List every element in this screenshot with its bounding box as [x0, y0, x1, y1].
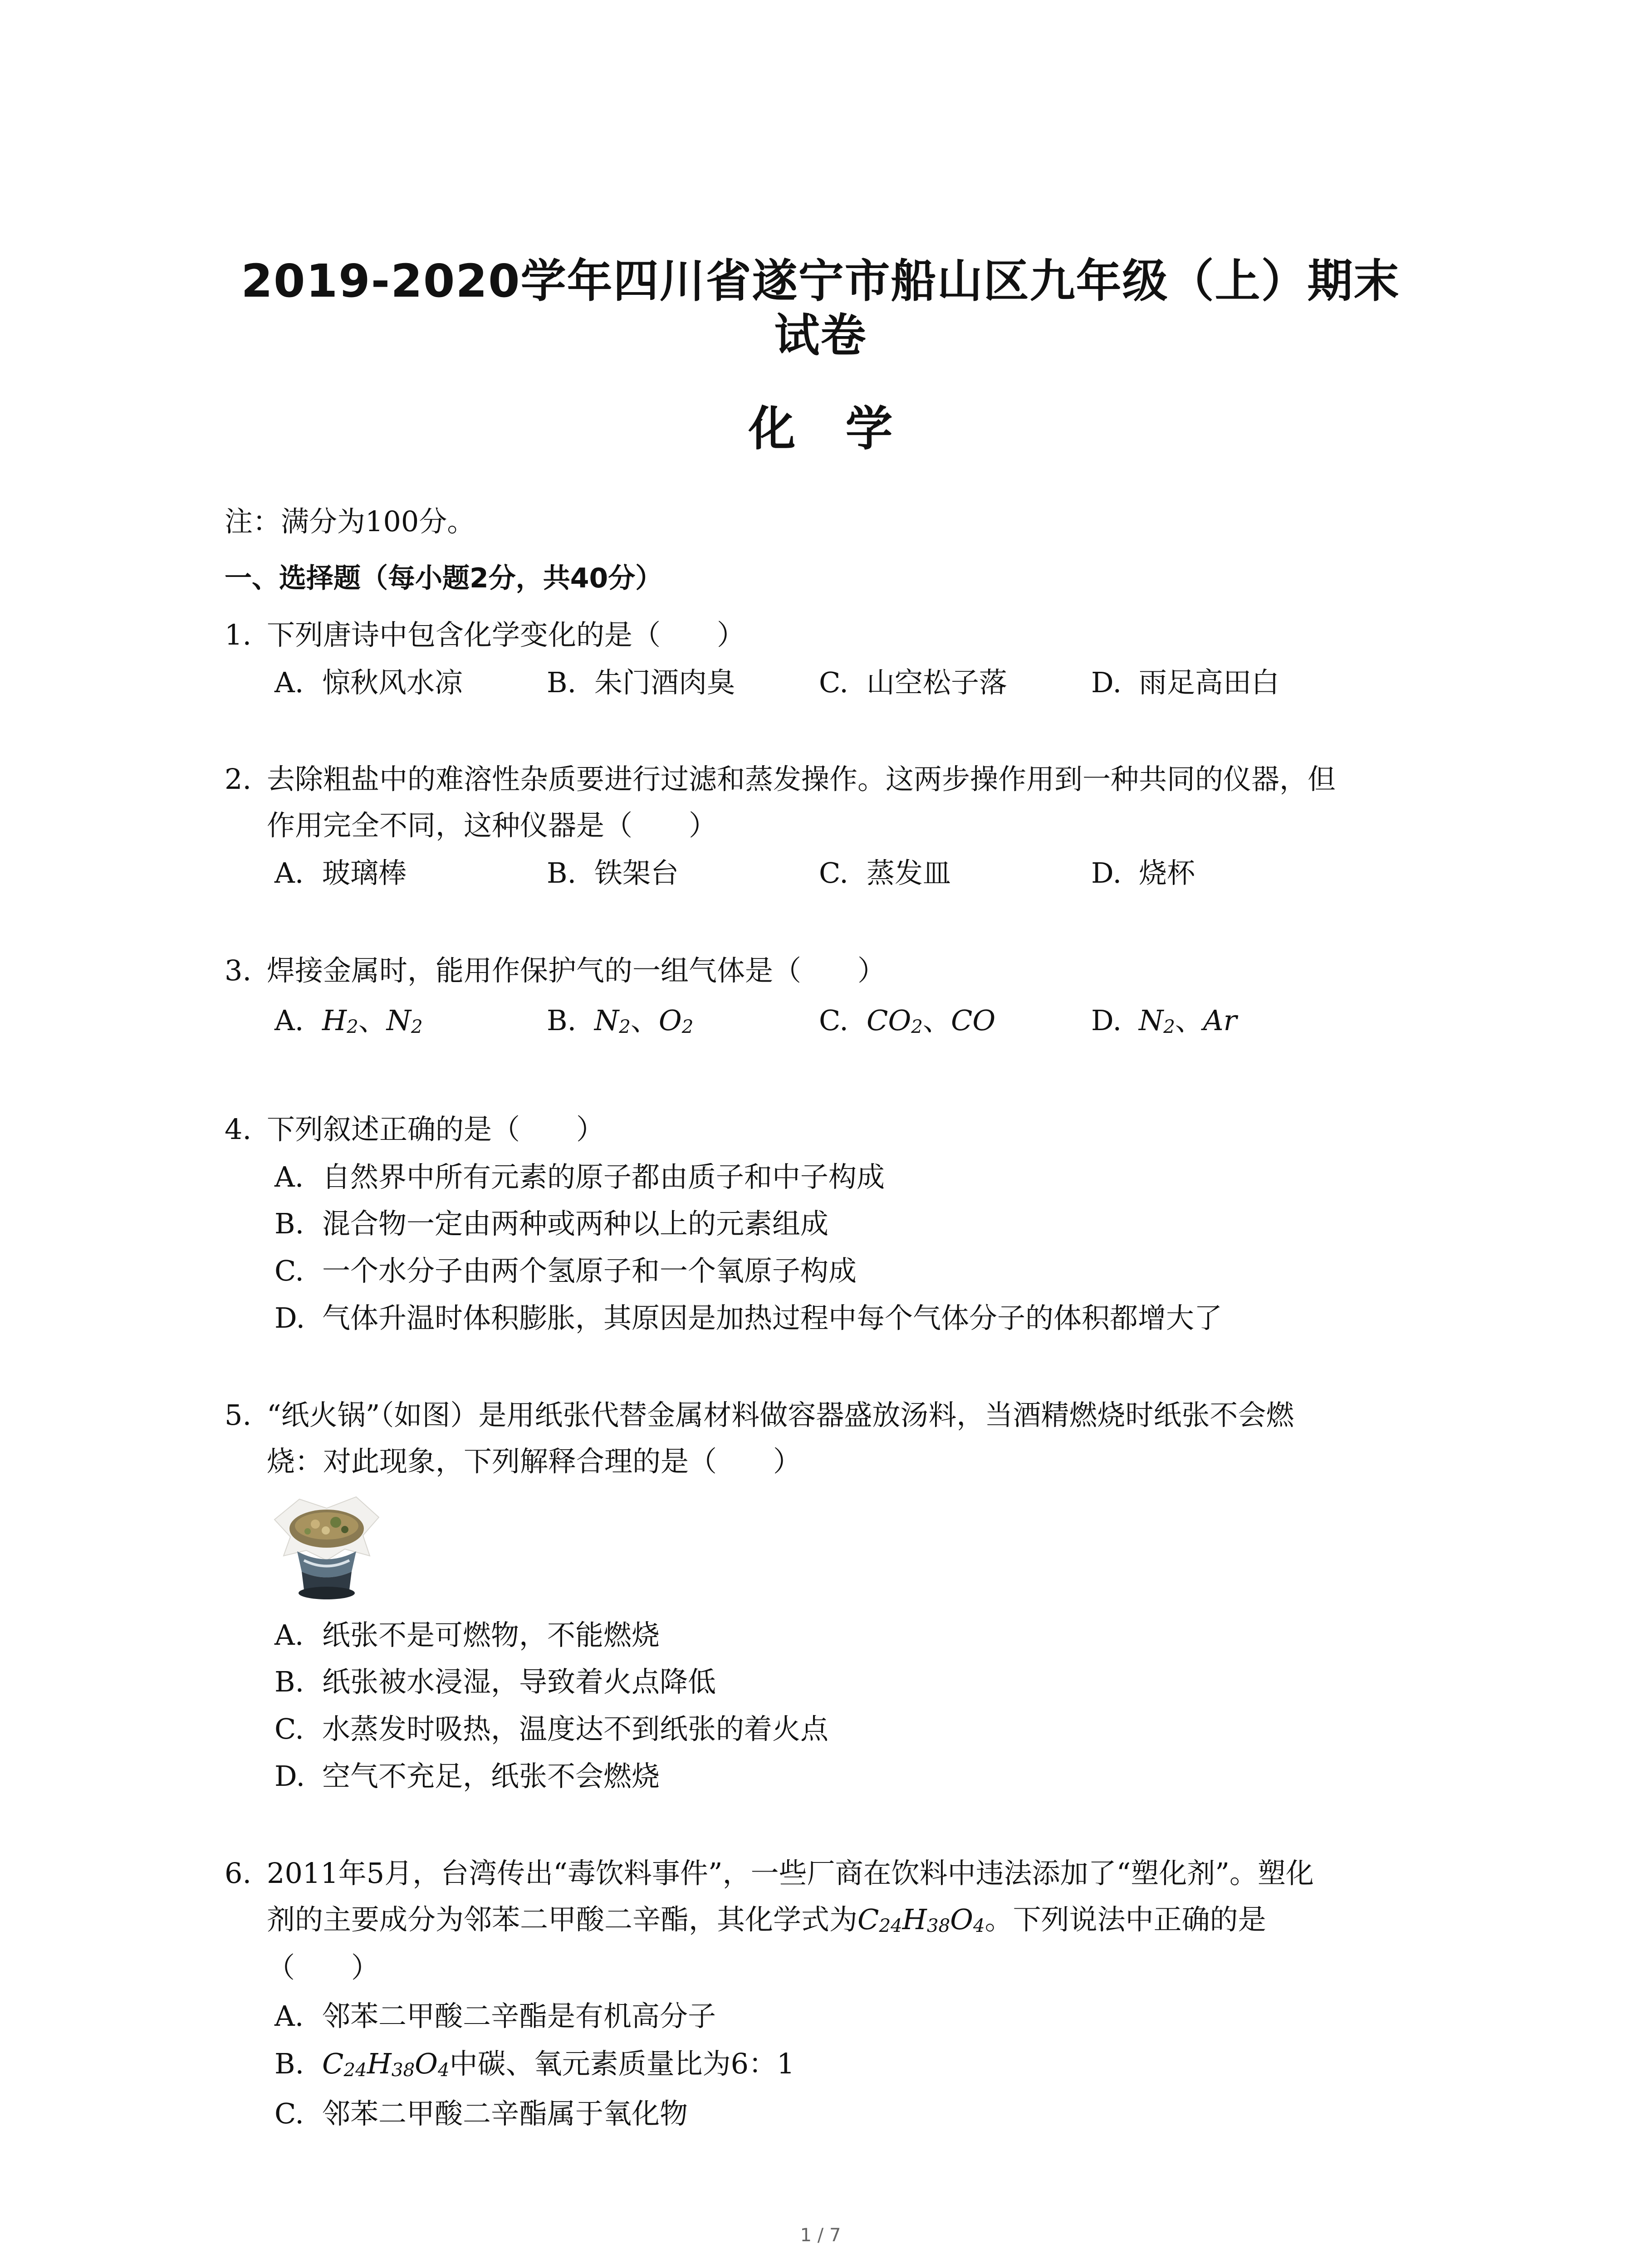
score-note: 注：满分为100分。 [225, 505, 475, 538]
option-text: 水蒸发时吸热，温度达不到纸张的着火点 [322, 1712, 829, 1745]
option-formula: $N_2$ [1139, 1004, 1175, 1038]
page-number: 1 / 7 [800, 2225, 841, 2246]
option-label: C. [274, 1712, 304, 1745]
option-text: 纸张被水浸湿，导致着火点降低 [322, 1665, 716, 1698]
question-1-option-a[interactable] [274, 665, 463, 701]
question-6-option-c[interactable] [274, 2096, 688, 2132]
option-label: B. [547, 1004, 577, 1037]
option-text: 烧杯 [1139, 856, 1195, 890]
option-text: 纸张不是可燃物，不能燃烧 [322, 1618, 660, 1652]
option-text: 蒸发皿 [867, 856, 951, 890]
question-5-option-a[interactable] [274, 1617, 660, 1653]
question-4-text: 下列叙述正确的是（ ） [267, 1113, 605, 1146]
option-label: C. [819, 666, 848, 699]
question-2-option-d[interactable] [1091, 855, 1195, 891]
question-5-option-d[interactable] [274, 1758, 660, 1794]
question-3-option-b[interactable]: B. $N_2$、$O_2$ [547, 1002, 693, 1039]
question-2-text-line-1: 去除粗盐中的难溶性杂质要进行过滤和蒸发操作。这两步操作用到一种共同的仪器，但 [267, 763, 1336, 796]
question-2-option-c[interactable] [819, 855, 951, 891]
option-label: B. [547, 666, 577, 699]
option-formula: $H_2$ [322, 1004, 358, 1038]
option-label: D. [1091, 856, 1122, 890]
question-1-option-b[interactable] [547, 665, 735, 701]
option-text: 邻苯二甲酸二辛酯属于氧化物 [322, 2097, 688, 2130]
option-text: 中碳、氧元素质量比为6：1 [449, 2047, 795, 2080]
option-label: D. [274, 1301, 305, 1334]
exam-title-line-1: 2019-2020学年四川省遂宁市船山区九年级（上）期末 [241, 254, 1400, 308]
section-heading: 一、选择题（每小题2分，共40分） [225, 562, 663, 594]
question-4-number: 4. [225, 1113, 252, 1146]
option-label: B. [274, 2047, 304, 2080]
option-label: B. [274, 1207, 304, 1240]
question-2-option-b[interactable] [547, 855, 679, 891]
option-label: C. [274, 1254, 304, 1287]
option-label: D. [1091, 666, 1122, 699]
option-label: A. [274, 1004, 304, 1037]
question-3-text: 焊接金属时，能用作保护气的一组气体是（ ） [267, 954, 886, 987]
option-text: 朱门酒肉臭 [594, 666, 735, 699]
question-5-text-line-2: 烧：对此现象，下列解释合理的是（ ） [267, 1445, 802, 1478]
question-2-option-a[interactable] [274, 855, 407, 891]
option-formula: $CO_2$ [867, 1004, 923, 1038]
question-5-number: 5. [225, 1398, 252, 1432]
paper-hotpot-image [272, 1492, 381, 1606]
option-label: C. [819, 1004, 848, 1037]
option-text: 气体升温时体积膨胀，其原因是加热过程中每个气体分子的体积都增大了 [322, 1301, 1223, 1334]
question-6-text-line-2: 剂的主要成分为邻苯二甲酸二辛酯，其化学式为$C_{24}H_{38}O_4$。下列说法中正确的是 [267, 1903, 1266, 1937]
question-3-option-a[interactable]: A. $H_2$、$N_2$ [274, 1002, 423, 1039]
question-1-option-d[interactable] [1091, 665, 1279, 701]
question-6-text-line-3: （ ） [267, 1951, 380, 1984]
option-text: 混合物一定由两种或两种以上的元素组成 [322, 1207, 829, 1240]
option-text: 空气不充足，纸张不会燃烧 [322, 1760, 660, 1793]
option-label: D. [1091, 1004, 1122, 1037]
option-text: 雨足高田白 [1139, 666, 1280, 699]
question-3-option-d[interactable]: D. $N_2$、Ar [1091, 1002, 1237, 1039]
option-text: 玻璃棒 [322, 856, 407, 890]
question-6-number: 6. [225, 1857, 252, 1890]
chemical-formula: $C_{24}H_{38}O_4$ [857, 1903, 985, 1937]
question-4-option-d[interactable] [274, 1300, 1222, 1336]
subject-heading: 化学 [748, 401, 943, 456]
question-6-option-b[interactable] [274, 2046, 794, 2082]
exam-title-line-2: 试卷 [774, 309, 867, 362]
question-6-text-line-1: 2011年5月，台湾传出“毒饮料事件”，一些厂商在饮料中违法添加了“塑化剂”。塑化 [267, 1857, 1314, 1890]
option-label: A. [274, 666, 304, 699]
question-4-option-c[interactable] [274, 1253, 857, 1289]
question-5-option-c[interactable] [274, 1711, 828, 1747]
option-formula: $N_2$ [594, 1004, 631, 1038]
question-5-option-b[interactable] [274, 1664, 716, 1700]
question-3-option-c[interactable]: C. $CO_2$、CO [819, 1002, 995, 1039]
option-text: 一个水分子由两个氢原子和一个氧原子构成 [322, 1254, 857, 1287]
question-1-option-c[interactable] [819, 665, 1007, 701]
option-text: 惊秋风水凉 [322, 666, 463, 699]
question-1-text: 下列唐诗中包含化学变化的是（ ） [267, 618, 745, 651]
chemical-formula: $C_{24}H_{38}O_4$ [322, 2047, 450, 2081]
question-6-option-a[interactable] [274, 1998, 716, 2034]
question-2-text-line-2: 作用完全不同，这种仪器是（ ） [267, 809, 717, 842]
question-4-option-a[interactable] [274, 1159, 885, 1195]
question-2-number: 2. [225, 763, 252, 796]
option-text: 自然界中所有元素的原子都由质子和中子构成 [322, 1160, 885, 1193]
question-5-text-line-1: “纸火锅”（如图）是用纸张代替金属材料做容器盛放汤料，当酒精燃烧时纸张不会燃 [267, 1398, 1294, 1432]
option-label: A. [274, 1618, 304, 1652]
option-label: B. [547, 856, 577, 890]
option-label: D. [274, 1760, 305, 1793]
option-label: A. [274, 1160, 304, 1193]
question-4-option-b[interactable] [274, 1206, 828, 1242]
option-text: 铁架台 [594, 856, 679, 890]
option-text: 邻苯二甲酸二辛酯是有机高分子 [322, 1999, 716, 2033]
option-label: C. [274, 2097, 304, 2130]
option-label: B. [274, 1665, 304, 1698]
option-label: C. [819, 856, 848, 890]
option-text: 山空松子落 [867, 666, 1008, 699]
question-1-number: 1. [225, 618, 252, 651]
option-label: A. [274, 856, 304, 890]
option-label: A. [274, 1999, 304, 2033]
question-3-number: 3. [225, 954, 252, 987]
